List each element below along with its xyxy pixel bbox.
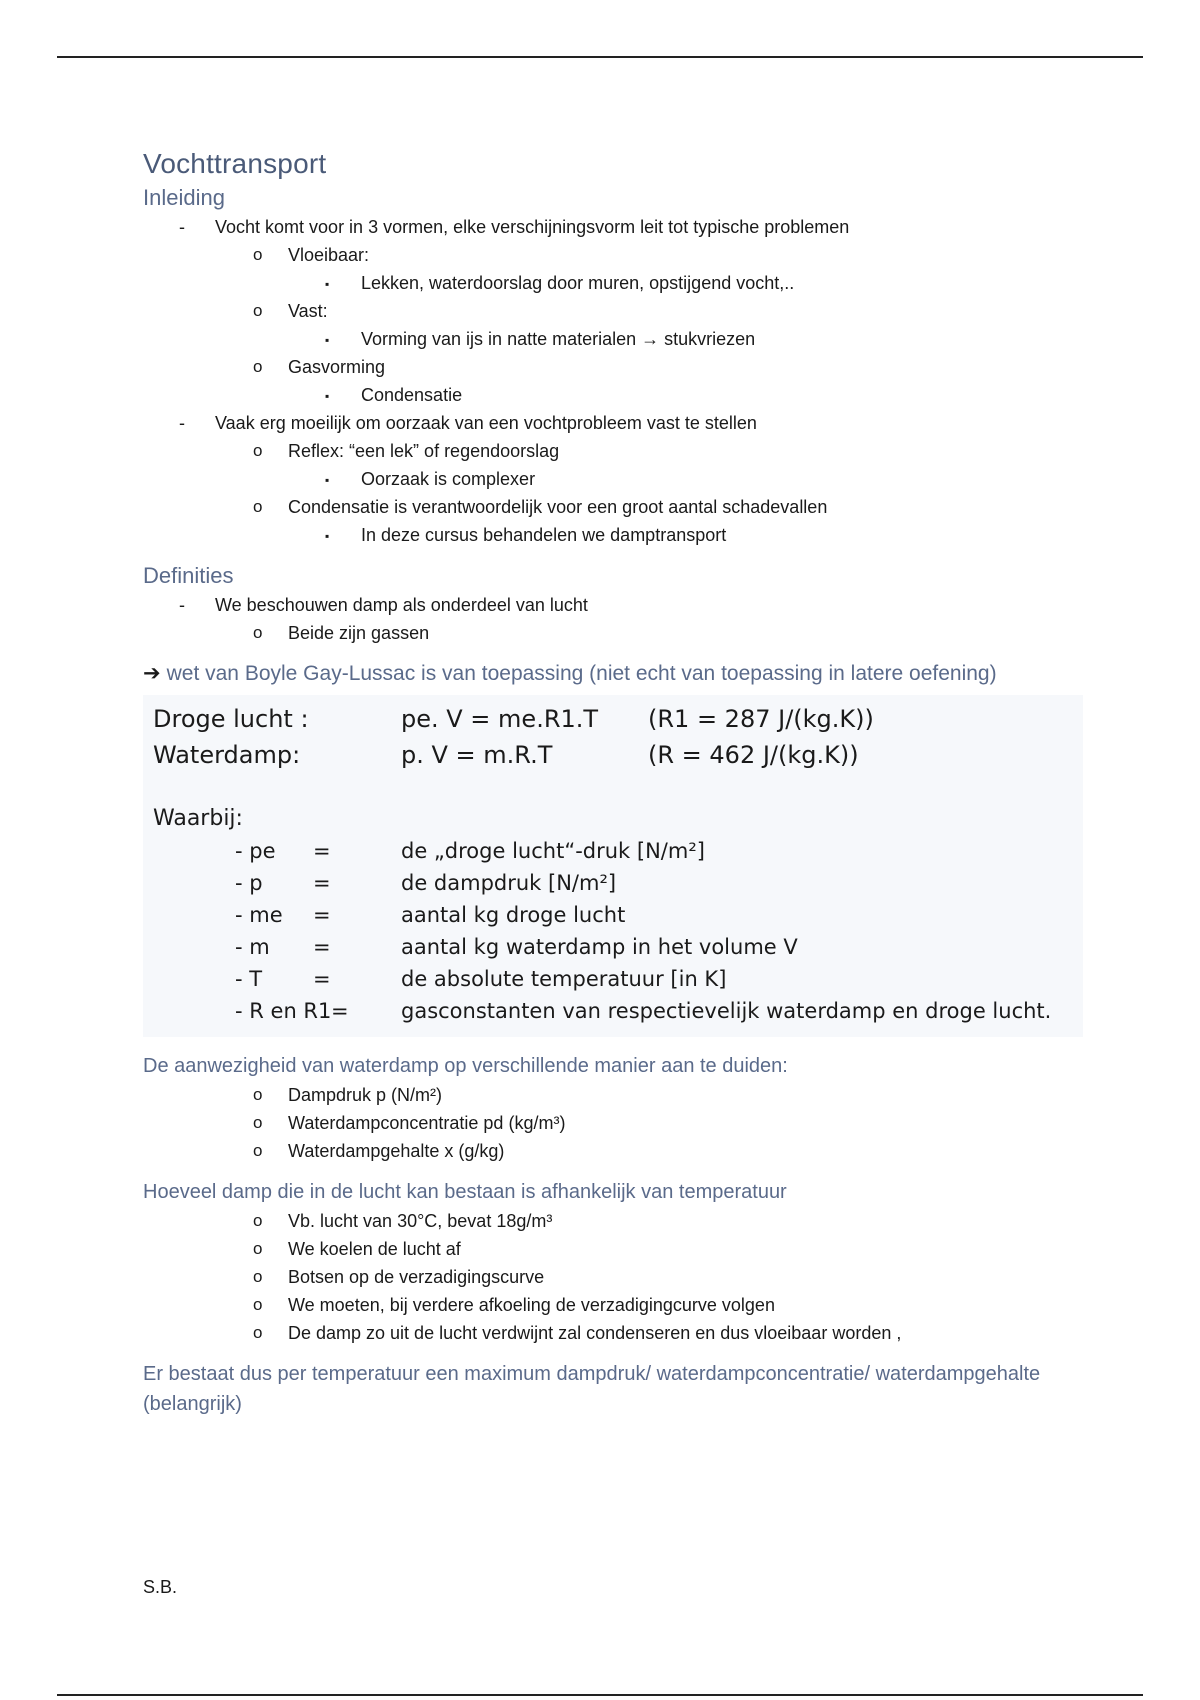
circle-bullet: o bbox=[253, 1211, 263, 1230]
variable-row bbox=[153, 835, 1073, 867]
list-item-text: In deze cursus behandelen we damptransport bbox=[361, 525, 727, 545]
list-item-text: Beide zijn gassen bbox=[288, 623, 430, 643]
list-item-text: Vast: bbox=[288, 301, 328, 321]
equals-sign: = bbox=[313, 967, 331, 991]
circle-bullet: o bbox=[253, 301, 263, 320]
list-item bbox=[143, 1207, 1093, 1235]
dash-bullet: - bbox=[179, 217, 185, 237]
circle-bullet: o bbox=[253, 245, 263, 264]
formula-label: Waterdamp: bbox=[153, 741, 301, 769]
circle-bullet: o bbox=[253, 623, 263, 642]
list-item bbox=[143, 269, 1093, 297]
list-item bbox=[143, 297, 1093, 325]
circle-bullet: o bbox=[253, 1113, 263, 1132]
circle-bullet: o bbox=[253, 1141, 263, 1160]
list-item-text: We beschouwen damp als onderdeel van lucht bbox=[215, 595, 588, 615]
circle-bullet: o bbox=[253, 497, 263, 516]
circle-bullet: o bbox=[253, 1267, 263, 1286]
list-item-text: Condensatie is verantwoordelijk voor een groot aantal schadevallen bbox=[288, 497, 828, 517]
list-item bbox=[143, 1263, 1093, 1291]
formula-constant: (R1 = 287 J/(kg.K)) bbox=[648, 705, 874, 733]
variable-symbol: - p bbox=[235, 871, 263, 895]
inleiding-list bbox=[143, 213, 1093, 549]
square-bullet: ▪ bbox=[325, 473, 330, 487]
list-item bbox=[143, 409, 1093, 437]
variable-description: aantal kg droge lucht bbox=[401, 903, 626, 927]
list-item bbox=[143, 437, 1093, 465]
circle-bullet: o bbox=[253, 1295, 263, 1314]
formula-constant: (R = 462 J/(kg.K)) bbox=[648, 741, 859, 769]
variable-symbol: - T bbox=[235, 967, 263, 991]
section-heading-aanwezigheid: De aanwezigheid van waterdamp op verschillende manier aan te duiden: bbox=[143, 1055, 788, 1077]
list-item-text: Vb. lucht van 30°C, bevat 18g/m³ bbox=[288, 1211, 553, 1231]
dash-bullet: - bbox=[179, 595, 185, 615]
page-title: Vochttransport bbox=[143, 148, 327, 179]
circle-bullet: o bbox=[253, 441, 263, 460]
variable-row bbox=[153, 995, 1073, 1027]
variable-description: de dampdruk [N/m²] bbox=[401, 871, 617, 895]
arrow-right-icon: ➔ bbox=[143, 662, 161, 685]
list-item bbox=[143, 353, 1093, 381]
variable-description: de „droge lucht“-druk [N/m²] bbox=[401, 839, 705, 863]
section-heading-temperatuur: Hoeveel damp die in de lucht kan bestaan is afhankelijk van temperatuur bbox=[143, 1181, 787, 1203]
variable-symbol: - me bbox=[235, 903, 283, 927]
list-item-text: Vaak erg moeilijk om oorzaak van een vochtprobleem vast te stellen bbox=[215, 413, 757, 433]
conclusion-paragraph: Er bestaat dus per temperatuur een maximum dampdruk/ waterdampconcentratie/ waterdampgehalte (belangrijk) bbox=[143, 1363, 1041, 1415]
list-item-text: Reflex: “een lek” of regendoorslag bbox=[288, 441, 560, 461]
variable-description: gasconstanten van respectievelijk waterdamp en droge lucht. bbox=[401, 999, 1052, 1023]
aanwezigheid-list bbox=[143, 1081, 1093, 1165]
formula-label: Droge lucht : bbox=[153, 705, 309, 733]
formula-block bbox=[143, 695, 1083, 1037]
equals-sign: = bbox=[313, 903, 331, 927]
circle-bullet: o bbox=[253, 1323, 263, 1342]
variable-description: aantal kg waterdamp in het volume V bbox=[401, 935, 798, 959]
temperatuur-list bbox=[143, 1207, 1093, 1347]
list-item-text: We moeten, bij verdere afkoeling de verzadigingcurve volgen bbox=[288, 1295, 775, 1315]
formula-equation: pe. V = me.R1.T bbox=[401, 705, 599, 733]
list-item-text: Oorzaak is complexer bbox=[361, 469, 536, 489]
list-item bbox=[143, 1081, 1093, 1109]
square-bullet: ▪ bbox=[325, 529, 330, 543]
equals-sign: = bbox=[313, 871, 331, 895]
list-item bbox=[143, 1109, 1093, 1137]
circle-bullet: o bbox=[253, 1085, 263, 1104]
boyle-text: wet van Boyle Gay-Lussac is van toepassing (niet echt van toepassing in latere oefening) bbox=[166, 662, 997, 685]
list-item-text: Vocht komt voor in 3 vormen, elke verschijningsvorm leit tot typische problemen bbox=[215, 217, 850, 237]
square-bullet: ▪ bbox=[325, 389, 330, 403]
list-item-text: Condensatie bbox=[361, 385, 463, 405]
dash-bullet: - bbox=[179, 413, 185, 433]
list-item bbox=[143, 521, 1093, 549]
list-item-text: Lekken, waterdoorslag door muren, opstijgend vocht,.. bbox=[361, 273, 795, 293]
variable-definitions bbox=[153, 835, 1073, 1027]
list-item bbox=[143, 1319, 1093, 1347]
circle-bullet: o bbox=[253, 1239, 263, 1258]
footer-rule bbox=[57, 1694, 1143, 1696]
section-heading-definities: Definities bbox=[143, 563, 234, 588]
document-page bbox=[143, 145, 1093, 1419]
equals-sign: = bbox=[331, 999, 349, 1023]
list-item bbox=[143, 241, 1093, 269]
list-item-text: Waterdampconcentratie pd (kg/m³) bbox=[288, 1113, 566, 1133]
variable-symbol: - R en R1 bbox=[235, 999, 332, 1023]
list-item bbox=[143, 325, 1093, 353]
square-bullet: ▪ bbox=[325, 333, 330, 347]
list-item-text: We koelen de lucht af bbox=[288, 1239, 461, 1259]
variable-description: de absolute temperatuur [in K] bbox=[401, 967, 727, 991]
list-item bbox=[143, 1291, 1093, 1319]
list-item bbox=[143, 1137, 1093, 1165]
list-item bbox=[143, 619, 1093, 647]
formula-equation: p. V = m.R.T bbox=[401, 741, 553, 769]
footer-initials: S.B. bbox=[143, 1577, 178, 1597]
waarbij-label: Waarbij: bbox=[153, 806, 243, 831]
list-item bbox=[143, 213, 1093, 241]
list-item-text: De damp zo uit de lucht verdwijnt zal condenseren en dus vloeibaar worden , bbox=[288, 1323, 902, 1343]
list-item-text: Vorming van ijs in natte materialen → stukvriezen bbox=[361, 329, 756, 349]
list-item bbox=[143, 1235, 1093, 1263]
variable-row bbox=[153, 867, 1073, 899]
header-rule bbox=[57, 56, 1143, 58]
list-item bbox=[143, 493, 1093, 521]
definities-list bbox=[143, 591, 1093, 647]
list-item bbox=[143, 465, 1093, 493]
section-heading-inleiding: Inleiding bbox=[143, 185, 225, 210]
list-item-text: Dampdruk p (N/m²) bbox=[288, 1085, 443, 1105]
list-item-text: Vloeibaar: bbox=[288, 245, 370, 265]
variable-row bbox=[153, 931, 1073, 963]
list-item bbox=[143, 381, 1093, 409]
formula-row-droge-lucht bbox=[153, 701, 1073, 737]
list-item bbox=[143, 591, 1093, 619]
list-item-text: Gasvorming bbox=[288, 357, 386, 377]
variable-symbol: - pe bbox=[235, 839, 276, 863]
equals-sign: = bbox=[313, 839, 331, 863]
list-item-text: Waterdampgehalte x (g/kg) bbox=[288, 1141, 505, 1161]
square-bullet: ▪ bbox=[325, 277, 330, 291]
circle-bullet: o bbox=[253, 357, 263, 376]
variable-row bbox=[153, 963, 1073, 995]
boyle-note bbox=[143, 659, 1093, 689]
variable-symbol: - m bbox=[235, 935, 270, 959]
equals-sign: = bbox=[313, 935, 331, 959]
variable-row bbox=[153, 899, 1073, 931]
formula-row-waterdamp bbox=[153, 737, 1073, 773]
list-item-text: Botsen op de verzadigingscurve bbox=[288, 1267, 545, 1287]
